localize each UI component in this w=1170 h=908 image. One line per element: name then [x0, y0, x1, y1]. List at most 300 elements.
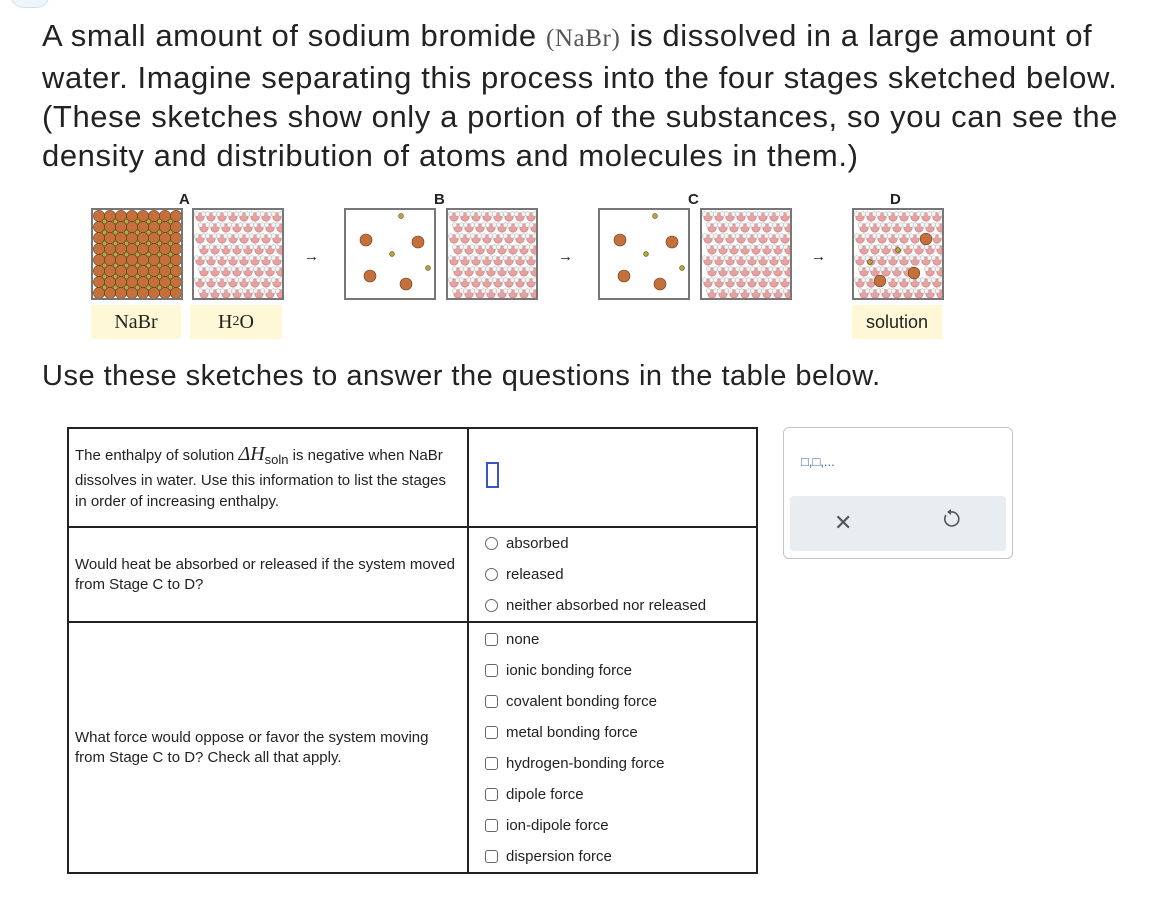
- water-molecule: [713, 256, 725, 266]
- checkbox-metal[interactable]: [485, 726, 498, 739]
- water-molecule: [920, 256, 932, 266]
- water-molecule: [779, 278, 790, 288]
- water-molecule: [496, 267, 508, 277]
- sodium-ion: [157, 263, 162, 268]
- option-ion-dipole-label: ion-dipole force: [506, 816, 609, 834]
- water-molecule: [463, 223, 475, 233]
- radio-neither[interactable]: [485, 599, 498, 612]
- stage-a-letter: A: [179, 191, 190, 208]
- water-molecule: [216, 212, 228, 222]
- water-molecule: [514, 278, 526, 288]
- h2o-o: O: [239, 310, 254, 333]
- water-molecule: [746, 256, 758, 266]
- water-molecule: [717, 267, 729, 277]
- radio-released[interactable]: [485, 568, 498, 581]
- water-molecule: [481, 212, 493, 222]
- q3-prompt: What force would oppose or favor the system moving from Stage C to D? Check all that apply.: [75, 728, 429, 766]
- clear-icon[interactable]: ✕: [834, 510, 853, 535]
- water-molecule: [783, 267, 790, 277]
- water-molecule: [854, 212, 866, 222]
- water-molecule: [514, 256, 526, 266]
- water-molecule: [260, 278, 272, 288]
- water-molecule: [474, 223, 486, 233]
- water-molecule: [205, 256, 217, 266]
- water-molecule: [887, 234, 899, 244]
- water-molecule: [448, 234, 460, 244]
- q3-options-cell: [468, 622, 757, 873]
- water-molecule: [702, 212, 714, 222]
- water-molecule: [231, 245, 243, 255]
- sodium-ion: [124, 263, 129, 268]
- sodium-ion: [157, 252, 162, 257]
- water-molecule: [485, 223, 497, 233]
- sodium-ion: [390, 252, 395, 257]
- water-molecule: [271, 212, 282, 222]
- water-molecule: [242, 267, 254, 277]
- water-molecule: [216, 234, 228, 244]
- sodium-ion: [124, 230, 129, 235]
- sodium-ion: [135, 252, 140, 257]
- water-molecule: [459, 234, 471, 244]
- option-hydrogen-label: hydrogen-bonding force: [506, 754, 665, 772]
- water-molecule: [514, 212, 526, 222]
- sodium-ion: [113, 285, 118, 290]
- water-molecule: [470, 256, 482, 266]
- water-molecule: [924, 245, 936, 255]
- water-molecule: [880, 245, 892, 255]
- water-molecule: [474, 245, 486, 255]
- water-molecule: [702, 278, 714, 288]
- water-molecule: [198, 245, 210, 255]
- sodium-ion: [102, 252, 107, 257]
- water-molecule: [746, 212, 758, 222]
- water-molecule: [220, 267, 232, 277]
- water-molecule: [459, 278, 471, 288]
- sodium-ion: [124, 285, 129, 290]
- water-molecule: [783, 245, 790, 255]
- sodium-ion: [680, 266, 685, 271]
- water-molecule: [891, 267, 903, 277]
- water-molecule: [507, 289, 519, 298]
- water-molecule: [761, 245, 773, 255]
- delta-h-symbol: ΔH: [238, 442, 265, 465]
- water-molecule: [746, 234, 758, 244]
- water-molecule: [702, 256, 714, 266]
- stage-d-solution-sketch: [852, 208, 944, 300]
- water-molecule: [935, 223, 942, 233]
- stage-order-answer-input[interactable]: [486, 462, 499, 488]
- water-molecule: [238, 234, 250, 244]
- water-molecule: [891, 223, 903, 233]
- water-molecule: [880, 223, 892, 233]
- sodium-ion: [399, 214, 404, 219]
- water-molecule: [898, 212, 910, 222]
- option-absorbed-label: absorbed: [506, 535, 569, 552]
- bromide-ion: [654, 278, 666, 290]
- water-molecule: [783, 223, 790, 233]
- water-molecule: [481, 278, 493, 288]
- h2o-h: H: [218, 310, 233, 333]
- stage-b-water-sketch: [446, 208, 538, 300]
- water-molecule: [761, 267, 773, 277]
- water-molecule: [220, 245, 232, 255]
- water-molecule: [448, 278, 460, 288]
- water-molecule: [242, 223, 254, 233]
- water-molecule: [761, 223, 773, 233]
- water-molecule: [525, 212, 536, 222]
- water-molecule: [209, 245, 221, 255]
- water-molecule: [260, 256, 272, 266]
- bromide-ion: [908, 267, 920, 279]
- water-molecule: [249, 256, 261, 266]
- checkbox-none[interactable]: [485, 633, 498, 646]
- water-molecule: [216, 278, 228, 288]
- water-molecule: [271, 256, 282, 266]
- sodium-ion: [113, 219, 118, 224]
- water-molecule: [735, 256, 747, 266]
- option-covalent[interactable]: [469, 686, 756, 717]
- water-molecule: [271, 234, 282, 244]
- water-molecule: [470, 278, 482, 288]
- bromide-ion: [360, 234, 372, 246]
- water-molecule: [227, 234, 239, 244]
- water-molecule: [470, 212, 482, 222]
- water-molecule: [750, 245, 762, 255]
- option-metal-label: metal bonding force: [506, 723, 638, 741]
- water-molecule: [463, 245, 475, 255]
- checkbox-dipole[interactable]: [485, 788, 498, 801]
- soln-subscript: soln: [264, 451, 289, 467]
- q1-text-post: is negative when NaBr dissolves in water. Use this information to list the stages in order of increasing enthalpy.: [75, 446, 447, 510]
- option-covalent-label: covalent bonding force: [506, 692, 657, 710]
- water-molecule: [194, 256, 206, 266]
- option-none[interactable]: [469, 624, 756, 655]
- sodium-ion: [426, 266, 431, 271]
- water-molecule: [518, 267, 530, 277]
- option-released[interactable]: [469, 559, 756, 590]
- water-molecule: [264, 289, 276, 298]
- water-molecule: [735, 212, 747, 222]
- water-molecule: [525, 234, 536, 244]
- option-ionic[interactable]: [469, 655, 756, 686]
- sodium-ion: [135, 219, 140, 224]
- water-molecule: [275, 245, 282, 255]
- water-molecule: [735, 278, 747, 288]
- water-molecule: [518, 223, 530, 233]
- sodium-ion: [124, 219, 129, 224]
- undo-icon[interactable]: [940, 508, 962, 530]
- water-molecule: [275, 289, 282, 298]
- water-molecule: [931, 234, 942, 244]
- question-table: [67, 427, 758, 874]
- water-molecule: [739, 267, 751, 277]
- water-molecule: [898, 256, 910, 266]
- water-molecule: [876, 234, 888, 244]
- water-molecule: [717, 245, 729, 255]
- water-molecule: [216, 256, 228, 266]
- sodium-ion: [102, 274, 107, 279]
- water-molecule: [757, 234, 769, 244]
- bromide-ion: [618, 270, 630, 282]
- water-molecule: [713, 234, 725, 244]
- water-molecule: [913, 289, 925, 298]
- sodium-ion: [146, 219, 151, 224]
- sodium-ion: [146, 263, 151, 268]
- water-molecule: [496, 289, 508, 298]
- checkbox-ion-dipole[interactable]: [485, 819, 498, 832]
- water-molecule: [485, 289, 497, 298]
- water-molecule: [227, 212, 239, 222]
- water-molecule: [448, 212, 460, 222]
- checkbox-hydrogen[interactable]: [485, 757, 498, 770]
- water-molecule: [779, 234, 790, 244]
- checkbox-covalent[interactable]: [485, 695, 498, 708]
- stage-c-water-sketch: [700, 208, 792, 300]
- water-molecule: [931, 256, 942, 266]
- water-molecule: [249, 278, 261, 288]
- water-molecule: [750, 289, 762, 298]
- water-molecule: [264, 267, 276, 277]
- water-molecule: [253, 267, 265, 277]
- water-molecule: [931, 212, 942, 222]
- nabr-label: NaBr: [91, 305, 181, 339]
- option-neither[interactable]: [469, 590, 756, 621]
- water-molecule: [209, 267, 221, 277]
- water-molecule: [194, 278, 206, 288]
- water-molecule: [854, 234, 866, 244]
- sodium-ion: [124, 252, 129, 257]
- water-molecule: [496, 223, 508, 233]
- water-molecule: [728, 245, 740, 255]
- water-molecule: [260, 234, 272, 244]
- sodium-ion: [102, 219, 107, 224]
- checkbox-dispersion[interactable]: [485, 850, 498, 863]
- water-molecule: [514, 234, 526, 244]
- water-molecule: [869, 267, 881, 277]
- water-molecule: [503, 256, 515, 266]
- checkbox-ionic[interactable]: [485, 664, 498, 677]
- water-molecule: [898, 278, 910, 288]
- water-molecule: [869, 289, 881, 298]
- answer-tools-panel: [783, 427, 1013, 559]
- water-molecule: [858, 289, 870, 298]
- water-molecule: [924, 289, 936, 298]
- water-molecule: [935, 245, 942, 255]
- water-molecule: [909, 278, 921, 288]
- option-absorbed[interactable]: [469, 528, 756, 559]
- water-molecule: [902, 223, 914, 233]
- stage-a-nabr-solid-sketch: [91, 208, 183, 300]
- water-molecule: [772, 223, 784, 233]
- sodium-ion: [168, 241, 173, 246]
- problem-statement: [42, 16, 1142, 175]
- bromide-ion: [400, 278, 412, 290]
- bromide-ion: [364, 270, 376, 282]
- option-ion-dipole[interactable]: [469, 810, 756, 841]
- sodium-ion: [135, 230, 140, 235]
- water-molecule: [779, 212, 790, 222]
- sodium-ion: [135, 241, 140, 246]
- water-molecule: [529, 267, 536, 277]
- stage-c-letter: C: [688, 191, 699, 208]
- water-molecule: [198, 289, 210, 298]
- radio-absorbed[interactable]: [485, 537, 498, 550]
- water-molecule: [448, 256, 460, 266]
- water-molecule: [238, 256, 250, 266]
- water-molecule: [891, 289, 903, 298]
- water-molecule: [935, 289, 942, 298]
- water-molecule: [253, 223, 265, 233]
- water-molecule: [898, 234, 910, 244]
- water-molecule: [507, 267, 519, 277]
- water-molecule: [909, 234, 921, 244]
- sodium-ion: [157, 285, 162, 290]
- water-molecule: [220, 289, 232, 298]
- option-metal[interactable]: [469, 717, 756, 748]
- water-molecule: [728, 289, 740, 298]
- sodium-ion: [113, 263, 118, 268]
- arrow-b-to-c: →: [558, 248, 573, 265]
- water-molecule: [924, 223, 936, 233]
- water-molecule: [854, 278, 866, 288]
- water-molecule: [913, 245, 925, 255]
- option-dispersion[interactable]: [469, 841, 756, 872]
- water-molecule: [724, 234, 736, 244]
- water-molecule: [260, 212, 272, 222]
- nabr-formula: (NaBr): [545, 25, 621, 52]
- intro-part-1: A small amount of sodium bromide: [42, 18, 546, 53]
- sodium-ion: [113, 241, 118, 246]
- water-molecule: [271, 278, 282, 288]
- water-molecule: [768, 256, 780, 266]
- water-molecule: [452, 245, 464, 255]
- sodium-ion: [168, 263, 173, 268]
- water-molecule: [865, 234, 877, 244]
- option-ionic-label: ionic bonding force: [506, 661, 632, 679]
- water-molecule: [503, 212, 515, 222]
- water-molecule: [876, 256, 888, 266]
- option-released-label: released: [506, 566, 564, 583]
- q1-answer-cell: [468, 428, 757, 527]
- sodium-ion: [168, 285, 173, 290]
- water-molecule: [724, 278, 736, 288]
- water-molecule: [739, 223, 751, 233]
- water-molecule: [854, 256, 866, 266]
- stage-c-ions-sketch: [598, 208, 690, 300]
- water-molecule: [865, 212, 877, 222]
- water-molecule: [880, 289, 892, 298]
- water-molecule: [713, 212, 725, 222]
- option-dipole[interactable]: [469, 779, 756, 810]
- water-label: [190, 305, 282, 339]
- water-molecule: [220, 223, 232, 233]
- water-molecule: [253, 245, 265, 255]
- water-molecule: [194, 234, 206, 244]
- water-molecule: [920, 278, 932, 288]
- water-molecule: [772, 267, 784, 277]
- water-molecule: [231, 289, 243, 298]
- water-molecule: [717, 223, 729, 233]
- water-molecule: [724, 256, 736, 266]
- water-molecule: [728, 267, 740, 277]
- intro-part-2: is dissolved in a large amount of water. Imagine separating this process into the four stages sketched below. (These sketches show only a portion of the substances, so you can see the density and distribution of atoms and molecules in them.): [42, 18, 1119, 173]
- water-molecule: [463, 289, 475, 298]
- arrow-a-to-b: →: [304, 248, 319, 265]
- water-molecule: [459, 212, 471, 222]
- sodium-ion: [102, 241, 107, 246]
- water-molecule: [205, 234, 217, 244]
- water-molecule: [209, 289, 221, 298]
- sodium-ion: [644, 252, 649, 257]
- water-molecule: [761, 289, 773, 298]
- water-molecule: [496, 245, 508, 255]
- sodium-ion: [135, 285, 140, 290]
- water-molecule: [717, 289, 729, 298]
- water-molecule: [485, 267, 497, 277]
- water-molecule: [858, 267, 870, 277]
- option-hydrogen[interactable]: [469, 748, 756, 779]
- collapse-tab[interactable]: [10, 0, 50, 8]
- sodium-ion: [168, 274, 173, 279]
- stage-d-letter: D: [890, 191, 901, 208]
- water-molecule: [739, 245, 751, 255]
- sodium-ion: [146, 274, 151, 279]
- water-molecule: [757, 212, 769, 222]
- stage-b-ions-sketch: [344, 208, 436, 300]
- water-molecule: [481, 256, 493, 266]
- water-molecule: [909, 212, 921, 222]
- water-molecule: [876, 212, 888, 222]
- sodium-ion: [102, 230, 107, 235]
- water-molecule: [706, 289, 718, 298]
- water-molecule: [924, 267, 936, 277]
- water-molecule: [706, 267, 718, 277]
- water-molecule: [768, 212, 780, 222]
- water-molecule: [772, 245, 784, 255]
- water-molecule: [913, 223, 925, 233]
- sodium-ion: [168, 230, 173, 235]
- water-molecule: [529, 245, 536, 255]
- q1-prompt: [69, 444, 467, 512]
- water-molecule: [783, 289, 790, 298]
- option-none-label: none: [506, 630, 540, 648]
- q2-prompt-cell: [68, 527, 468, 622]
- list-template-button[interactable]: □,□,...: [801, 454, 835, 469]
- sodium-ion: [168, 252, 173, 257]
- q2-options-cell: [468, 527, 757, 622]
- water-molecule: [529, 289, 536, 298]
- water-molecule: [242, 289, 254, 298]
- q3-prompt-cell: [68, 622, 468, 873]
- water-molecule: [492, 278, 504, 288]
- sodium-ion: [157, 274, 162, 279]
- water-molecule: [275, 223, 282, 233]
- water-molecule: [481, 234, 493, 244]
- option-dispersion-label: dispersion force: [506, 847, 612, 865]
- water-molecule: [706, 223, 718, 233]
- water-molecule: [474, 267, 486, 277]
- water-molecule: [503, 278, 515, 288]
- water-molecule: [264, 245, 276, 255]
- arrow-c-to-d: →: [811, 248, 826, 265]
- water-molecule: [887, 212, 899, 222]
- sodium-ion: [135, 263, 140, 268]
- sodium-ion: [896, 248, 901, 253]
- water-molecule: [492, 256, 504, 266]
- sodium-ion: [113, 230, 118, 235]
- bromide-ion: [412, 236, 424, 248]
- sodium-ion: [157, 230, 162, 235]
